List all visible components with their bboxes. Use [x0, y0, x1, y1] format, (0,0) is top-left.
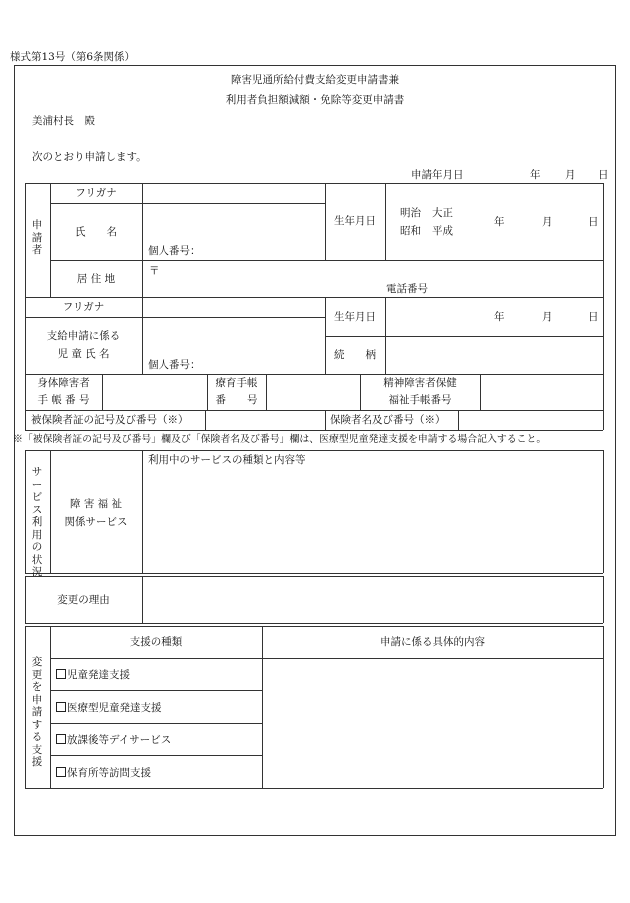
- support-option-medical-child-development[interactable]: [56, 702, 162, 714]
- physical-handbook-label-line1: 身体障害者: [37, 377, 90, 389]
- child-furigana-label: フリガナ: [62, 301, 105, 313]
- applicant-name-label: 氏 名: [75, 226, 117, 238]
- applicant-birth-day-unit: 日: [588, 216, 599, 228]
- service-content-field[interactable]: [143, 468, 603, 573]
- welfare-services-label-line2: 関係サービス: [64, 516, 128, 528]
- checkbox-icon[interactable]: [56, 702, 66, 712]
- support-details-field[interactable]: [263, 659, 603, 788]
- insurer-label: 保険者名及び番号（※）: [330, 414, 446, 426]
- support-option-nursery-visit-support[interactable]: [56, 767, 151, 779]
- date-day-unit: 日: [598, 169, 609, 181]
- form-number: 様式第13号（第6条関係）: [10, 51, 136, 63]
- service-content-label: 利用中のサービスの種類と内容等: [148, 454, 306, 466]
- addressee: 美浦村長 殿: [32, 115, 95, 127]
- era-heisei[interactable]: 平成: [432, 225, 453, 237]
- insurance-note: ※「被保険者証の記号及び番号」欄及び「保険者名及び番号」欄は、医療型児童発達支援を申請する場合記入すること。: [13, 434, 547, 445]
- checkbox-icon[interactable]: [56, 669, 66, 679]
- form-title-line2: 利用者負担額減額・免除等変更申請書: [225, 94, 405, 106]
- postal-mark: 〒: [149, 265, 160, 277]
- checkbox-icon[interactable]: [56, 734, 66, 744]
- rehab-handbook-field[interactable]: [267, 375, 360, 410]
- insurer-field[interactable]: [459, 411, 603, 430]
- date-label: 申請年月日: [411, 169, 464, 181]
- applicant-personal-number-label: 個人番号：: [148, 245, 201, 257]
- applicant-section-label: 申請者: [31, 219, 43, 256]
- era-showa[interactable]: 昭和: [400, 225, 421, 237]
- rehab-handbook-label-line2: 番 号: [215, 394, 258, 406]
- era-meiji[interactable]: 明治: [400, 207, 421, 219]
- mental-handbook-field[interactable]: [481, 375, 603, 410]
- support-option-child-development[interactable]: [56, 669, 130, 681]
- child-birthdate-label: 生年月日: [334, 311, 376, 323]
- child-personal-number-label: 個人番号：: [148, 359, 201, 371]
- phone-label: 電話番号: [386, 283, 428, 295]
- relation-label: 続 柄: [334, 349, 376, 361]
- address-field[interactable]: [143, 261, 603, 297]
- intro-text: 次のとおり申請します。: [32, 151, 147, 163]
- date-month-unit: 月: [565, 169, 576, 181]
- insured-card-field[interactable]: [206, 411, 325, 430]
- child-name-label-line2: 児 童 氏 名: [57, 348, 110, 360]
- mental-handbook-label-line1: 精神障害者保健: [383, 377, 457, 389]
- applicant-birth-month-unit: 月: [542, 216, 553, 228]
- applicant-birth-year-unit: 年: [494, 216, 505, 228]
- support-option-label: 放課後等デイサービス: [67, 734, 172, 746]
- mental-handbook-label-line2: 福祉手帳番号: [388, 394, 452, 406]
- applicant-furigana-label: フリガナ: [75, 187, 117, 199]
- era-taisho[interactable]: 大正: [432, 207, 453, 219]
- rehab-handbook-label-line1: 療育手帳: [215, 377, 258, 389]
- change-reason-field[interactable]: [143, 577, 603, 623]
- applicant-birthdate-label: 生年月日: [334, 215, 376, 227]
- form-title-line1: 障害児通所給付費支給変更申請書兼: [231, 74, 399, 86]
- insured-card-label: 被保険者証の記号及び番号（※）: [31, 414, 189, 426]
- address-label: 居 住 地: [76, 273, 116, 285]
- details-header: 申請に係る具体的内容: [380, 636, 485, 648]
- date-year-unit: 年: [530, 169, 541, 181]
- relation-field[interactable]: [386, 337, 603, 374]
- support-option-after-school-day-service[interactable]: [56, 734, 171, 746]
- change-reason-label: 変更の理由: [57, 594, 110, 606]
- child-birth-day-unit: 日: [588, 311, 599, 323]
- support-option-label: 医療型児童発達支援: [67, 702, 162, 714]
- checkbox-icon[interactable]: [56, 767, 66, 777]
- child-birth-year-unit: 年: [494, 311, 505, 323]
- support-option-label: 保育所等訪問支援: [67, 767, 151, 779]
- welfare-services-label-line1: 障 害 福 祉: [69, 498, 122, 510]
- support-type-header: 支援の種類: [129, 636, 183, 648]
- child-name-label-line1: 支給申請に係る: [46, 330, 121, 342]
- support-option-label: 児童発達支援: [67, 669, 130, 681]
- physical-handbook-field[interactable]: [103, 375, 207, 410]
- applicant-furigana-field[interactable]: [143, 184, 325, 203]
- physical-handbook-label-line2: 手 帳 番 号: [37, 394, 90, 406]
- change-support-section-label: 変更を申請する支援: [31, 656, 43, 768]
- child-birth-month-unit: 月: [542, 311, 553, 323]
- service-status-section-label: サービス利用の状況: [31, 466, 43, 578]
- child-furigana-field[interactable]: [143, 298, 325, 317]
